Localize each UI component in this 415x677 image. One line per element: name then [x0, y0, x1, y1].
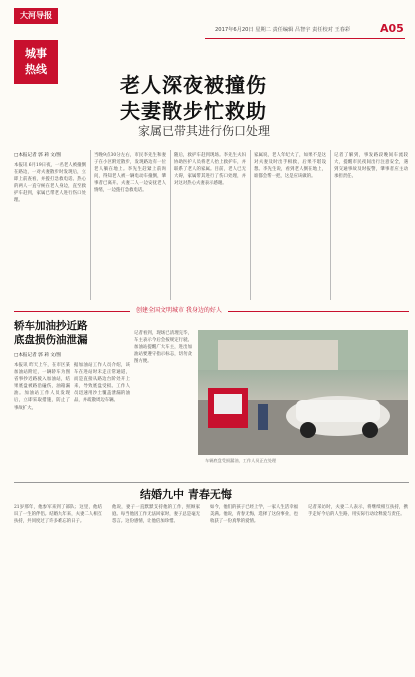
civility-banner: 创建全国文明城市 我身边的好人: [130, 305, 228, 314]
lead-column-2: 当晚9点30分左右，市民李先生和妻子在小区附近散步，发现路边有一位老人躺在地上。李先生赶紧上前询问，得知老人被一辆电动车撞倒，肇事者已离开。夫妻二人一边安抚老人情绪，一边拨打急救电话。: [94, 153, 166, 194]
lead-column-3: 随后，救护车赶到现场。李先生夫妇协助医护人员将老人抬上救护车，并联系了老人的家属。目前，老人已无大碍，家属带其进行了伤口处理，并对这对热心夫妻表示感谢。: [174, 153, 246, 187]
story2-headline-line1: 轿车加油抄近路: [14, 320, 88, 332]
column-divider: [170, 150, 171, 300]
section-label-line1: 城事: [25, 47, 47, 60]
photo-illustration: [198, 330, 408, 455]
story3-column-1: 21岁那年，他参军来到了部队；这里，他结识了一生的伴侣。结婚九年来，夫妻二人相互扶持，共同度过了许多难忘的日子。: [14, 505, 102, 525]
story3-headline: 结婚九中 青春无悔: [140, 488, 232, 501]
story3-column-2: 他说，妻子一直默默支持他的工作，照顾家庭。每当他因工作无法回家时，妻子总是毫无怨言。这份感情，让他倍加珍惜。: [112, 505, 200, 525]
story2-byline: □本报记者 郭 莉 文/图: [14, 353, 62, 358]
story3-column-3: 如今，他们的孩子已经上学，一家人生活幸福美满。他说，青春无悔，选择了这份事业，也收获了一份真挚的爱情。: [210, 505, 298, 525]
lead-column-4: 家属说，老人年纪大了，如果不是这对夫妻及时出手相救，后果不堪设想。李先生说，看到老人倒在地上，谁都会帮一把，这是应该做的。: [254, 153, 326, 180]
photo-caption: 车辆底盘受损漏油，工作人员正在处理: [205, 458, 277, 463]
section-divider: [14, 482, 409, 483]
section-label-line2: 热线: [25, 63, 47, 76]
lead-column-5: 记者了解到，事发路段晚间车流较大，提醒市民夜间出行注意安全，遇到交通事故及时报警，肇事者应主动承担责任。: [334, 153, 408, 180]
column-divider: [250, 150, 251, 300]
story3-column-4: 记者采访时，夫妻二人表示，将继续相互扶持，携手走好今后的人生路，用实际行动诠释爱与责任。: [308, 505, 408, 518]
story2-headline: [14, 319, 88, 347]
lead-column-1: 本报讯 6月19日夜，一名老人被撞倒在路边，一对夫妻散步时发现后，立即上前查看，并拨打急救电话。热心的两人一直守候在老人身边，直至救护车赶到，家属已带老人进行伤口处理。: [14, 163, 86, 204]
lead-headline-line2: 夫妻散步忙救助: [120, 99, 267, 123]
lead-headline: [120, 72, 267, 124]
news-photo: [198, 330, 408, 455]
newspaper-logo: 大河导报: [14, 8, 58, 24]
page-number: A05: [380, 22, 404, 35]
date-line: 2017年6月20日 星期二 责任编辑 吕智宇 责任校对 王春彩: [215, 27, 351, 33]
story2-headline-line2: 底盘损伤油泄漏: [14, 334, 88, 346]
story2-column-2: 据加油站工作人员介绍，该车在进站时未走正常通道，而是直接从路边台阶处开上来，导致底盘受损。工作人员迅速用沙土覆盖泄漏的油品，并疏散周边车辆。: [74, 363, 130, 404]
lead-subheadline: 家属已带其进行伤口处理: [138, 124, 271, 138]
lead-headline-line1: 老人深夜被撞伤: [120, 73, 267, 97]
story2-column-1: 本报讯 昨天上午，在市区某加油站附近，一辆轿车为图省事抄近路驶入加油站，结果底盘被路沿磕伤，油箱漏油。加油站工作人员发现后，立即采取措施，防止了事故扩大。: [14, 363, 70, 411]
header-rule: [205, 38, 405, 39]
lead-byline: □本报记者 郭 莉 文/图: [14, 153, 62, 158]
section-label: [14, 40, 58, 84]
column-divider: [90, 150, 91, 300]
column-divider: [330, 150, 331, 300]
story2-column-3: 记者看到，现场已清理完毕，车主表示今后会按规定行驶。加油站提醒广大车主，进出加油站要遵守指示标志，切勿贪图方便。: [134, 331, 192, 365]
